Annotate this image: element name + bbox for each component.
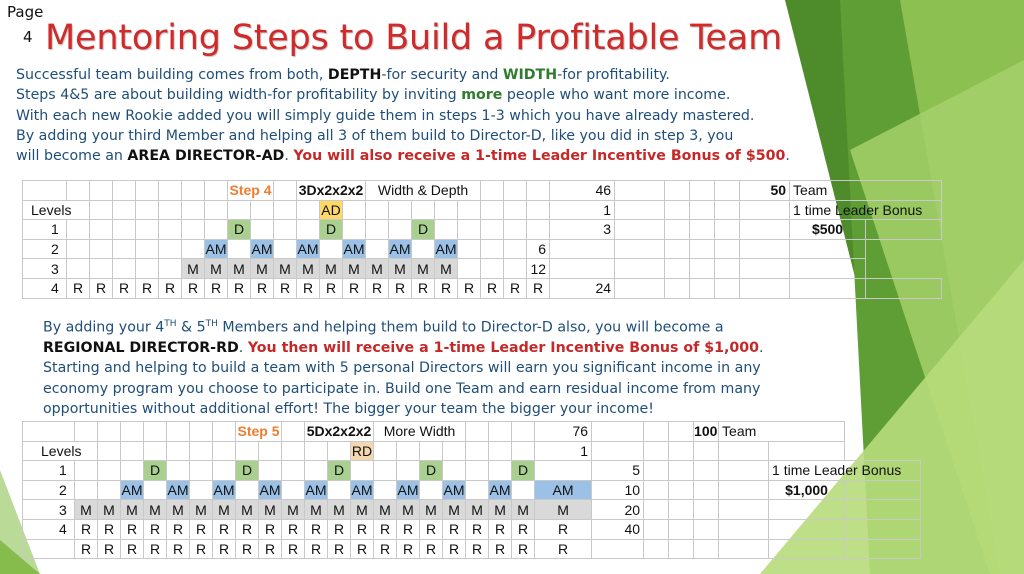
rookie-cell: R xyxy=(351,539,374,559)
member-cell: M xyxy=(75,500,98,520)
rookie-cell: R xyxy=(182,278,205,298)
member-cell: M xyxy=(121,500,144,520)
formula-label: 5Dx2x2x2 xyxy=(305,422,374,442)
rookie-cell: R xyxy=(213,539,236,559)
rookie-cell: R xyxy=(481,278,504,298)
director-cell: D xyxy=(236,461,259,481)
table-row xyxy=(23,259,942,279)
page-number: 4 xyxy=(23,28,33,46)
table-row xyxy=(23,181,942,201)
intro-line-2: Steps 4&5 are about building width-for profitability by inviting more people who want more income. xyxy=(16,87,731,104)
description-label: More Width xyxy=(374,422,466,442)
intro-line-4: By adding your third Member and helping all 3 of them build to Director-D, like you did in step 3, you xyxy=(16,127,734,144)
rookie-cell: R xyxy=(75,539,98,559)
intro-line-5: will become an AREA DIRECTOR-AD. You will also receive a 1-time Leader Incentive Bonus of $500. xyxy=(16,148,790,165)
member-cell: M xyxy=(412,259,435,279)
associate-cell: AM xyxy=(297,241,319,258)
member-cell: M xyxy=(144,500,167,520)
rookie-cell: R xyxy=(228,278,251,298)
bonus-amount: $500 xyxy=(790,220,866,240)
description-label: Width & Depth xyxy=(366,181,481,201)
rookie-cell: R xyxy=(236,519,259,539)
associate-cell: AM xyxy=(351,482,373,499)
middle-line-2: REGIONAL DIRECTOR-RD. You then will receive a 1-time Leader Incentive Bonus of $1,000. xyxy=(43,340,764,357)
level-number: 3 xyxy=(23,259,67,279)
rookie-cell: R xyxy=(136,278,159,298)
rookie-cell: R xyxy=(489,539,512,559)
rookie-cell: R xyxy=(466,539,489,559)
member-cell: M xyxy=(420,500,443,520)
associate-cell: AM xyxy=(443,482,465,499)
step-label: Step 5 xyxy=(237,423,280,440)
rookie-cell: R xyxy=(397,539,420,559)
team-label: Team xyxy=(790,181,942,201)
rookie-cell: R xyxy=(489,519,512,539)
member-cell: M xyxy=(466,500,489,520)
associate-cell: AM xyxy=(397,482,419,499)
rookie-cell: R xyxy=(144,519,167,539)
step-label: Step 4 xyxy=(229,182,272,199)
rookie-cell: R xyxy=(144,539,167,559)
level-count: 12 xyxy=(527,259,550,279)
rookie-cell: R xyxy=(527,278,550,298)
table-row xyxy=(23,480,921,500)
member-cell: M xyxy=(320,259,343,279)
table-row xyxy=(23,519,921,539)
middle-line-3: Starting and helping to build a team with 5 personal Directors will earn you significant income in any xyxy=(43,360,761,377)
associate-cell: AM xyxy=(251,241,273,258)
rookie-cell: R xyxy=(320,278,343,298)
rookie-cell: R xyxy=(412,278,435,298)
rookie-cell: R xyxy=(190,519,213,539)
rookie-cell: R xyxy=(121,519,144,539)
associate-cell: AM xyxy=(343,241,365,258)
area-director-cell: AD xyxy=(321,201,341,218)
level-number: 4 xyxy=(23,519,75,539)
level-number: 1 xyxy=(23,220,67,240)
director-cell: D xyxy=(320,220,343,240)
bonus-amount: $1,000 xyxy=(769,480,845,500)
director-cell: D xyxy=(512,461,535,481)
member-cell: M xyxy=(282,500,305,520)
member-cell: M xyxy=(443,500,466,520)
member-cell: M xyxy=(366,259,389,279)
member-cell: M xyxy=(98,500,121,520)
total-count: 76 xyxy=(535,422,592,442)
rookie-cell: R xyxy=(167,519,190,539)
rookie-cell: R xyxy=(67,278,90,298)
team-count: 50 xyxy=(740,181,790,201)
member-cell: M xyxy=(251,259,274,279)
table-row xyxy=(23,422,921,442)
rookie-cell: R xyxy=(98,519,121,539)
level-count: 1 xyxy=(535,441,592,461)
level-number: 3 xyxy=(23,500,75,520)
director-cell: D xyxy=(420,461,443,481)
level-number: 2 xyxy=(23,239,67,259)
director-cell: D xyxy=(328,461,351,481)
middle-line-1: By adding your 4TH & 5TH Members and helping them build to Director-D also, you will become a xyxy=(43,319,724,336)
table-row xyxy=(23,220,942,240)
member-cell: M xyxy=(389,259,412,279)
rookie-cell: R xyxy=(305,519,328,539)
member-cell: M xyxy=(535,500,592,520)
formula-label: 3Dx2x2x2 xyxy=(297,181,366,201)
rookie-cell: R xyxy=(251,278,274,298)
member-cell: M xyxy=(435,259,458,279)
rookie-cell: R xyxy=(535,519,592,539)
rookie-cell: R xyxy=(443,519,466,539)
associate-cell: AM xyxy=(435,241,457,258)
rookie-cell: R xyxy=(458,278,481,298)
member-cell: M xyxy=(205,259,228,279)
associate-cell: AM xyxy=(167,482,189,499)
regional-director-cell: RD xyxy=(351,442,373,459)
rookie-cell: R xyxy=(98,539,121,559)
total-count: 46 xyxy=(550,181,615,201)
intro-line-3: With each new Rookie added you will simply guide them in steps 1-3 which you have already mastered. xyxy=(16,107,755,124)
rookie-cell: R xyxy=(75,519,98,539)
level-count: 5 xyxy=(592,461,644,481)
middle-line-5: opportunities without additional effort! The bigger your team the bigger your income! xyxy=(43,400,654,417)
member-cell: M xyxy=(190,500,213,520)
step5-table xyxy=(22,421,921,559)
rookie-cell: R xyxy=(282,519,305,539)
page-title: Mentoring Steps to Build a Profitable Team xyxy=(45,18,783,58)
member-cell: M xyxy=(512,500,535,520)
rookie-cell: R xyxy=(420,519,443,539)
rookie-cell: R xyxy=(90,278,113,298)
member-cell: M xyxy=(328,500,351,520)
level-number: 1 xyxy=(23,461,75,481)
intro-paragraph xyxy=(16,65,790,166)
level-count: 24 xyxy=(550,278,615,298)
member-cell: M xyxy=(228,259,251,279)
member-cell: M xyxy=(489,500,512,520)
associate-cell: AM xyxy=(535,480,592,500)
bonus-label: 1 time Leader Bonus xyxy=(790,200,942,220)
member-cell: M xyxy=(397,500,420,520)
rookie-cell: R xyxy=(366,278,389,298)
associate-cell: AM xyxy=(389,241,411,258)
middle-line-4: economy program you choose to participate in. Build one Team and earn residual income from many xyxy=(43,380,761,397)
rookie-cell: R xyxy=(535,539,592,559)
member-cell: M xyxy=(182,259,205,279)
rookie-cell: R xyxy=(397,519,420,539)
rookie-cell: R xyxy=(159,278,182,298)
member-cell: M xyxy=(305,500,328,520)
middle-paragraph xyxy=(43,314,764,419)
level-number: 4 xyxy=(23,278,67,298)
table-row xyxy=(23,200,942,220)
table-row xyxy=(23,500,921,520)
rookie-cell: R xyxy=(113,278,136,298)
page-label: Page xyxy=(7,3,44,21)
member-cell: M xyxy=(167,500,190,520)
rookie-cell: R xyxy=(305,539,328,559)
team-count: 100 xyxy=(694,423,718,440)
rookie-cell: R xyxy=(259,519,282,539)
rookie-cell: R xyxy=(282,539,305,559)
step4-table xyxy=(22,180,942,299)
level-count: 20 xyxy=(592,500,644,520)
level-count: 1 xyxy=(550,200,615,220)
rookie-cell: R xyxy=(435,278,458,298)
table-row xyxy=(23,278,942,298)
levels-label: Levels xyxy=(23,200,90,220)
director-cell: D xyxy=(228,220,251,240)
rookie-cell: R xyxy=(351,519,374,539)
rookie-cell: R xyxy=(374,519,397,539)
level-number: 2 xyxy=(23,480,75,500)
table-row xyxy=(23,539,921,559)
member-cell: M xyxy=(343,259,366,279)
associate-cell: AM xyxy=(259,482,281,499)
table-row xyxy=(23,461,921,481)
member-cell: M xyxy=(213,500,236,520)
member-cell: M xyxy=(274,259,297,279)
rookie-cell: R xyxy=(374,539,397,559)
intro-line-1: Successful team building comes from both, DEPTH-for security and WIDTH-for profitability. xyxy=(16,67,670,83)
bonus-label: 1 time Leader Bonus xyxy=(769,461,921,481)
rookie-cell: R xyxy=(328,539,351,559)
rookie-cell: R xyxy=(274,278,297,298)
table-row xyxy=(23,441,921,461)
rookie-cell: R xyxy=(328,519,351,539)
member-cell: M xyxy=(236,500,259,520)
rookie-cell: R xyxy=(236,539,259,559)
team-label: Team xyxy=(719,422,845,442)
member-cell: M xyxy=(297,259,320,279)
rookie-cell: R xyxy=(121,539,144,559)
rookie-cell: R xyxy=(213,519,236,539)
rookie-cell: R xyxy=(167,539,190,559)
rookie-cell: R xyxy=(504,278,527,298)
member-cell: M xyxy=(259,500,282,520)
level-count: 10 xyxy=(592,480,644,500)
rookie-cell: R xyxy=(297,278,320,298)
rookie-cell: R xyxy=(512,519,535,539)
rookie-cell: R xyxy=(389,278,412,298)
level-count: 3 xyxy=(550,220,615,240)
associate-cell: AM xyxy=(305,482,327,499)
level-count: 40 xyxy=(592,519,644,539)
rookie-cell: R xyxy=(466,519,489,539)
rookie-cell: R xyxy=(205,278,228,298)
member-cell: M xyxy=(351,500,374,520)
member-cell: M xyxy=(374,500,397,520)
levels-label: Levels xyxy=(23,441,98,461)
director-cell: D xyxy=(412,220,435,240)
rookie-cell: R xyxy=(512,539,535,559)
associate-cell: AM xyxy=(205,241,227,258)
rookie-cell: R xyxy=(443,539,466,559)
rookie-cell: R xyxy=(420,539,443,559)
associate-cell: AM xyxy=(489,482,511,499)
rookie-cell: R xyxy=(259,539,282,559)
director-cell: D xyxy=(144,461,167,481)
table-row xyxy=(23,239,942,259)
level-count: 6 xyxy=(527,239,550,259)
rookie-cell: R xyxy=(190,539,213,559)
associate-cell: AM xyxy=(213,482,235,499)
associate-cell: AM xyxy=(121,482,143,499)
rookie-cell: R xyxy=(343,278,366,298)
